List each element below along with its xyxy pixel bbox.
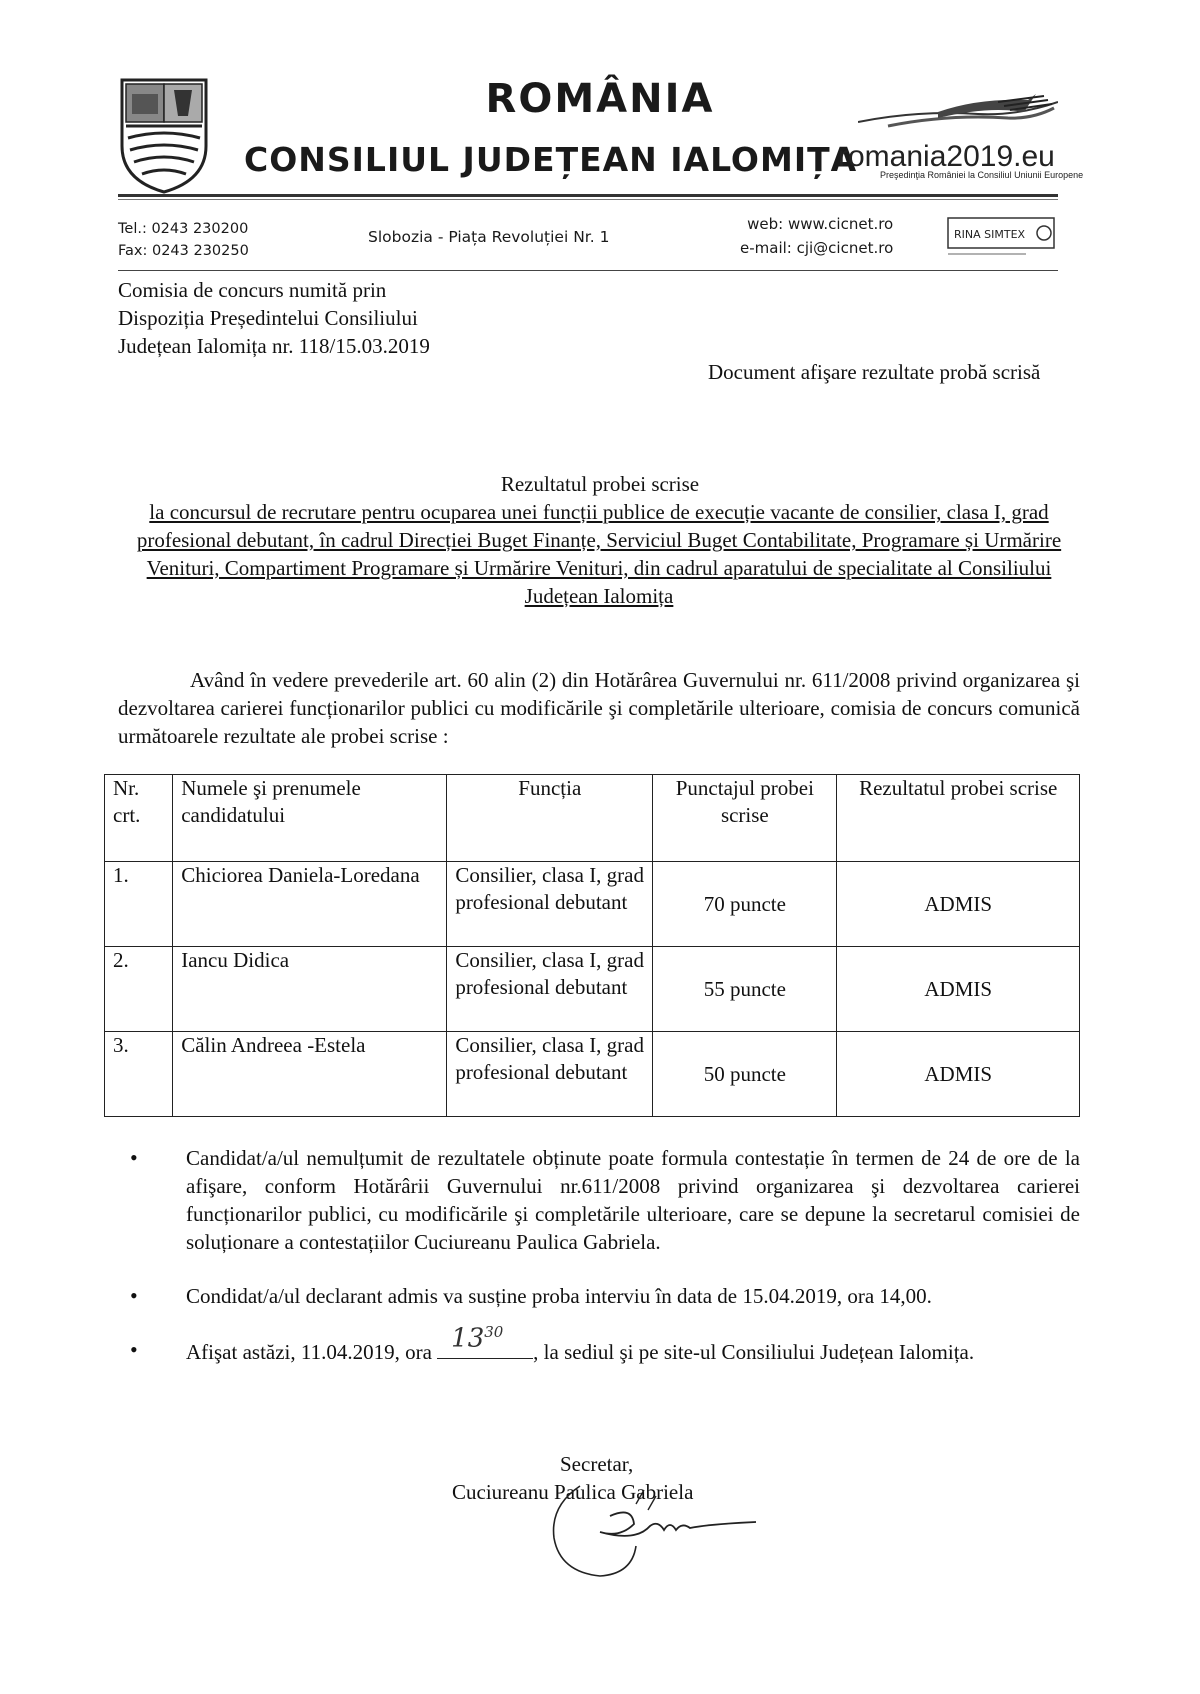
rina-certification-logo-icon bbox=[946, 210, 1056, 260]
cell-points: 50 puncte bbox=[653, 1032, 837, 1117]
table-header-row bbox=[105, 775, 1080, 862]
email: e-mail: cji@cicnet.ro bbox=[740, 239, 894, 257]
cell-name: Călin Andreea -Estela bbox=[173, 1032, 447, 1117]
cell-result: ADMIS bbox=[837, 947, 1080, 1032]
cell-points: 70 puncte bbox=[653, 862, 837, 947]
cell-result: ADMIS bbox=[837, 862, 1080, 947]
romania2019-site: romania2019.eu bbox=[838, 140, 1055, 173]
cell-nr: 3. bbox=[105, 1032, 173, 1117]
cell-function: Consilier, clasa I, grad profesional debutant bbox=[447, 862, 653, 947]
intro-paragraph bbox=[118, 666, 1080, 750]
phone: Tel.: 0243 230200 bbox=[118, 221, 249, 237]
results-title: Rezultatul probei scrise bbox=[500, 472, 700, 496]
note-text-after: , la sediul şi pe site-ul Consiliului Județean Ialomița. bbox=[533, 1340, 975, 1364]
cell-name: Chiciorea Daniela-Loredana bbox=[173, 862, 447, 947]
cell-nr: 2. bbox=[105, 947, 173, 1032]
header-function: Funcția bbox=[447, 775, 653, 862]
table-row bbox=[105, 947, 1080, 1032]
intro-text: Având în vedere prevederile art. 60 alin (2) din Hotărârea Guvernului nr. 611/2008 privind organizarea şi dezvoltarea carierei funcționarilor publici cu modificările şi completările ulterioare, comisia de concurs comunică următoarele rezultate ale probei scrise : bbox=[118, 668, 1080, 748]
web-block bbox=[740, 212, 893, 260]
note-interview bbox=[118, 1282, 1080, 1310]
header-result: Rezultatul probei scrise bbox=[837, 775, 1080, 862]
note-text: Candidat/a/ul nemulțumit de rezultatele obținute poate formula contestație în termen de 24 de ore de la afişare, conform Hotărârii Guvernului nr.611/2008 privind organizarea şi dezvoltarea carierei funcționarilor publici, cu modificările şi completările ulterioare, care se depune la secretarul comisiei de soluționare a contestațiilor Cuciureanu Paulica Gabriela. bbox=[186, 1146, 1080, 1254]
romania2019-logo-icon bbox=[858, 92, 1058, 138]
committee-block bbox=[118, 276, 430, 360]
note-posted bbox=[118, 1323, 1080, 1366]
phone-block bbox=[118, 218, 249, 262]
bullet-icon: • bbox=[130, 1337, 138, 1362]
handwritten-time-field bbox=[437, 1323, 533, 1359]
competition-subtitle: la concursul de recrutare pentru ocuparea unei funcții publice de execuție vacante de consilier, clasa I, grad profesional debutant, în cadrul Direcției Buget Finanțe, Serviciul Buget Contabilitate, Programare și Urmărire Venituri, Compartiment Programare și Urmărire Venituri, din cadrul aparatului de specialitate al Consiliului Județean Ialomița bbox=[136, 500, 1062, 608]
time-hour: 13 bbox=[451, 1323, 485, 1354]
bullet-icon: • bbox=[130, 1145, 138, 1170]
cell-nr: 1. bbox=[105, 862, 173, 947]
document-type: Document afişare rezultate probă scrisă bbox=[708, 360, 1041, 384]
committee-line: Comisia de concurs numită prin bbox=[118, 278, 387, 302]
cell-name: Iancu Didica bbox=[173, 947, 447, 1032]
cert-logo-text: RINA SIMTEX bbox=[954, 228, 1026, 241]
cell-function: Consilier, clasa I, grad profesional debutant bbox=[447, 947, 653, 1032]
fax: Fax: 0243 230250 bbox=[118, 243, 249, 259]
bullet-icon: • bbox=[130, 1283, 138, 1308]
website: web: www.cicnet.ro bbox=[747, 215, 894, 233]
address: Slobozia - Piața Revoluției Nr. 1 bbox=[368, 228, 610, 246]
notes-list bbox=[118, 1144, 1080, 1366]
contact-divider bbox=[118, 270, 1058, 271]
note-text-before: Afişat astăzi, 11.04.2019, ora bbox=[186, 1340, 438, 1364]
header-divider-thin bbox=[118, 199, 1058, 200]
romania2019-subtitle: Preşedinţia României la Consiliul Uniunii Europene bbox=[880, 170, 1084, 180]
country-heading: ROMÂNIA bbox=[485, 76, 715, 122]
time-minute: 30 bbox=[484, 1323, 504, 1341]
note-appeal bbox=[118, 1144, 1080, 1256]
signature-name: Cuciureanu Paulica Gabriela bbox=[452, 1480, 694, 1504]
committee-line: Dispoziția Președintelui Consiliului bbox=[118, 306, 418, 330]
table-row bbox=[105, 862, 1080, 947]
cell-result: ADMIS bbox=[837, 1032, 1080, 1117]
results-table bbox=[104, 774, 1080, 1117]
council-heading: CONSILIUL JUDEȚEAN IALOMIȚA bbox=[244, 140, 858, 179]
cell-function: Consilier, clasa I, grad profesional debutant bbox=[447, 1032, 653, 1117]
signature-title: Secretar, bbox=[560, 1452, 634, 1476]
header-points: Punctajul probei scrise bbox=[653, 775, 837, 862]
committee-line: Județean Ialomița nr. 118/15.03.2019 bbox=[118, 334, 430, 358]
header-divider bbox=[118, 194, 1058, 197]
header-name: Numele şi prenumele candidatului bbox=[173, 775, 447, 862]
table-row bbox=[105, 1032, 1080, 1117]
handwritten-signature-icon bbox=[540, 1476, 760, 1586]
header-nr: Nr. crt. bbox=[105, 775, 173, 862]
note-text: Condidat/a/ul declarant admis va susține proba interviu în data de 15.04.2019, ora 14,00. bbox=[186, 1284, 932, 1308]
handwritten-time bbox=[451, 1318, 503, 1353]
cell-points: 55 puncte bbox=[653, 947, 837, 1032]
